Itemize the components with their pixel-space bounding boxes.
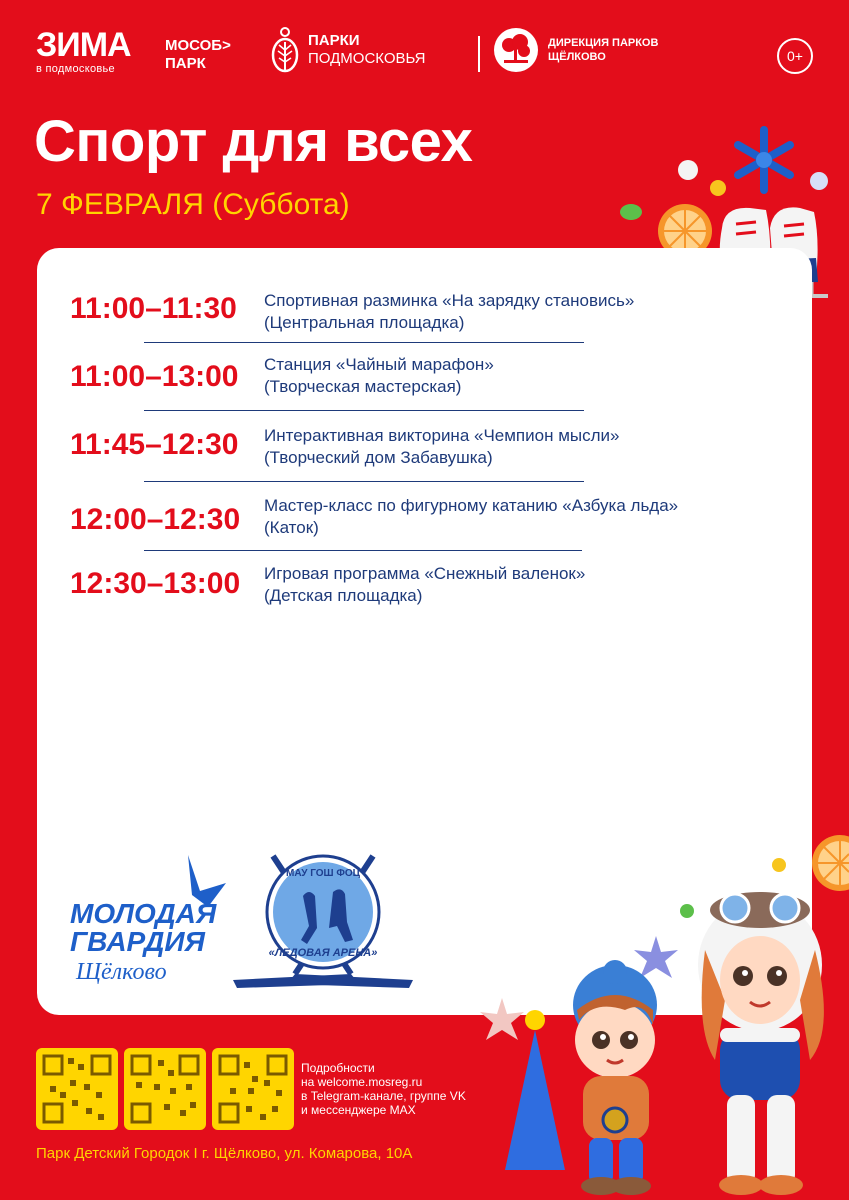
age-rating-badge: 0+ <box>777 38 813 74</box>
schedule-divider <box>144 481 584 482</box>
mosoblpark-logo <box>165 37 231 73</box>
zima-logo <box>36 28 131 75</box>
schedule-time: 12:30–13:00 <box>70 567 241 600</box>
schedule-time: 11:00–11:30 <box>70 292 237 325</box>
confetti-dot <box>772 858 786 872</box>
schedule-event <box>264 425 619 469</box>
direction-logo-line1: ДИРЕКЦИЯ ПАРКОВ <box>548 37 659 49</box>
schedule-event <box>264 354 494 398</box>
tree-icon <box>494 28 538 72</box>
schedule-place: (Творческая мастерская) <box>264 377 462 396</box>
mosoblpark-logo-line1: МОСОБ> <box>165 37 231 54</box>
arena-bottom-text: «ЛЕДОВАЯ АРЕНА» <box>268 947 378 959</box>
schedule-place: (Центральная площадка) <box>264 313 465 332</box>
snowflake-icon <box>728 124 800 196</box>
schedule-place: (Каток) <box>264 518 319 537</box>
zima-logo-title: ЗИМА <box>36 26 131 64</box>
molodaya-gvardiya-logo <box>68 855 228 985</box>
ice-arena-logo <box>233 852 413 992</box>
header-divider <box>478 36 480 72</box>
schedule-divider <box>144 410 584 411</box>
direction-parks-logo <box>494 28 658 72</box>
schedule-place: (Творческий дом Забавушка) <box>264 448 493 467</box>
info-line: и мессенджере MAX <box>301 1103 416 1117</box>
schedule-event <box>264 495 678 539</box>
confetti-dot <box>810 172 828 190</box>
qr-code-max[interactable] <box>212 1048 294 1130</box>
schedule-event <box>264 563 585 607</box>
molodaya-line1: МОЛОДАЯ <box>70 898 217 929</box>
qr-icon <box>124 1048 206 1130</box>
schedule-time: 12:00–12:30 <box>70 503 241 536</box>
qr-code-telegram[interactable] <box>36 1048 118 1130</box>
schedule-place: (Детская площадка) <box>264 586 423 605</box>
event-address: Парк Детский Городок I г. Щёлково, ул. Комарова, 10А <box>36 1145 413 1162</box>
schedule-title: Станция «Чайный марафон» <box>264 355 494 374</box>
schedule-title: Интерактивная викторина «Чемпион мысли» <box>264 426 620 445</box>
schedule-title: Мастер-класс по фигурному катанию «Азбука льда» <box>264 496 679 515</box>
confetti-dot <box>678 160 698 180</box>
schedule-event <box>264 290 634 334</box>
zima-logo-subtitle: в подмосковье <box>36 63 115 75</box>
parki-podmoskovya-logo <box>270 26 426 74</box>
confetti-dot <box>710 180 726 196</box>
parki-logo-line2: ПОДМОСКОВЬЯ <box>308 50 426 67</box>
qr-code-vk[interactable] <box>124 1048 206 1130</box>
schedule-title: Игровая программа «Снежный валенок» <box>264 564 586 583</box>
molodaya-line2: ГВАРДИЯ <box>70 926 205 957</box>
qr-icon <box>212 1048 294 1130</box>
info-line: в Telegram-канале, группе VK <box>301 1089 466 1103</box>
arena-top-text: МАУ ГОШ ФОЦ <box>286 868 360 879</box>
header <box>0 0 849 110</box>
info-line: на welcome.mosreg.ru <box>301 1075 423 1089</box>
info-line: Подробности <box>301 1061 375 1075</box>
schedule-divider <box>144 342 584 343</box>
parki-logo-line1: ПАРКИ <box>308 32 360 49</box>
qr-icon <box>36 1048 118 1130</box>
mosoblpark-logo-line2: ПАРК <box>165 55 206 72</box>
schedule-time: 11:00–13:00 <box>70 360 239 393</box>
confetti-dot <box>620 204 642 220</box>
schedule-time: 11:45–12:30 <box>70 428 239 461</box>
leaf-icon <box>270 26 300 74</box>
molodaya-line3: Щёлково <box>76 959 167 985</box>
direction-logo-line2: ЩЁЛКОВО <box>548 51 606 63</box>
schedule-divider <box>144 550 582 551</box>
schedule-title: Спортивная разминка «На зарядку становись» <box>264 291 635 310</box>
page-title: Спорт для всех <box>34 109 473 174</box>
more-info-text <box>301 1061 466 1117</box>
winter-kids-illustration <box>505 880 849 1200</box>
event-date: 7 ФЕВРАЛЯ (Суббота) <box>36 188 350 221</box>
